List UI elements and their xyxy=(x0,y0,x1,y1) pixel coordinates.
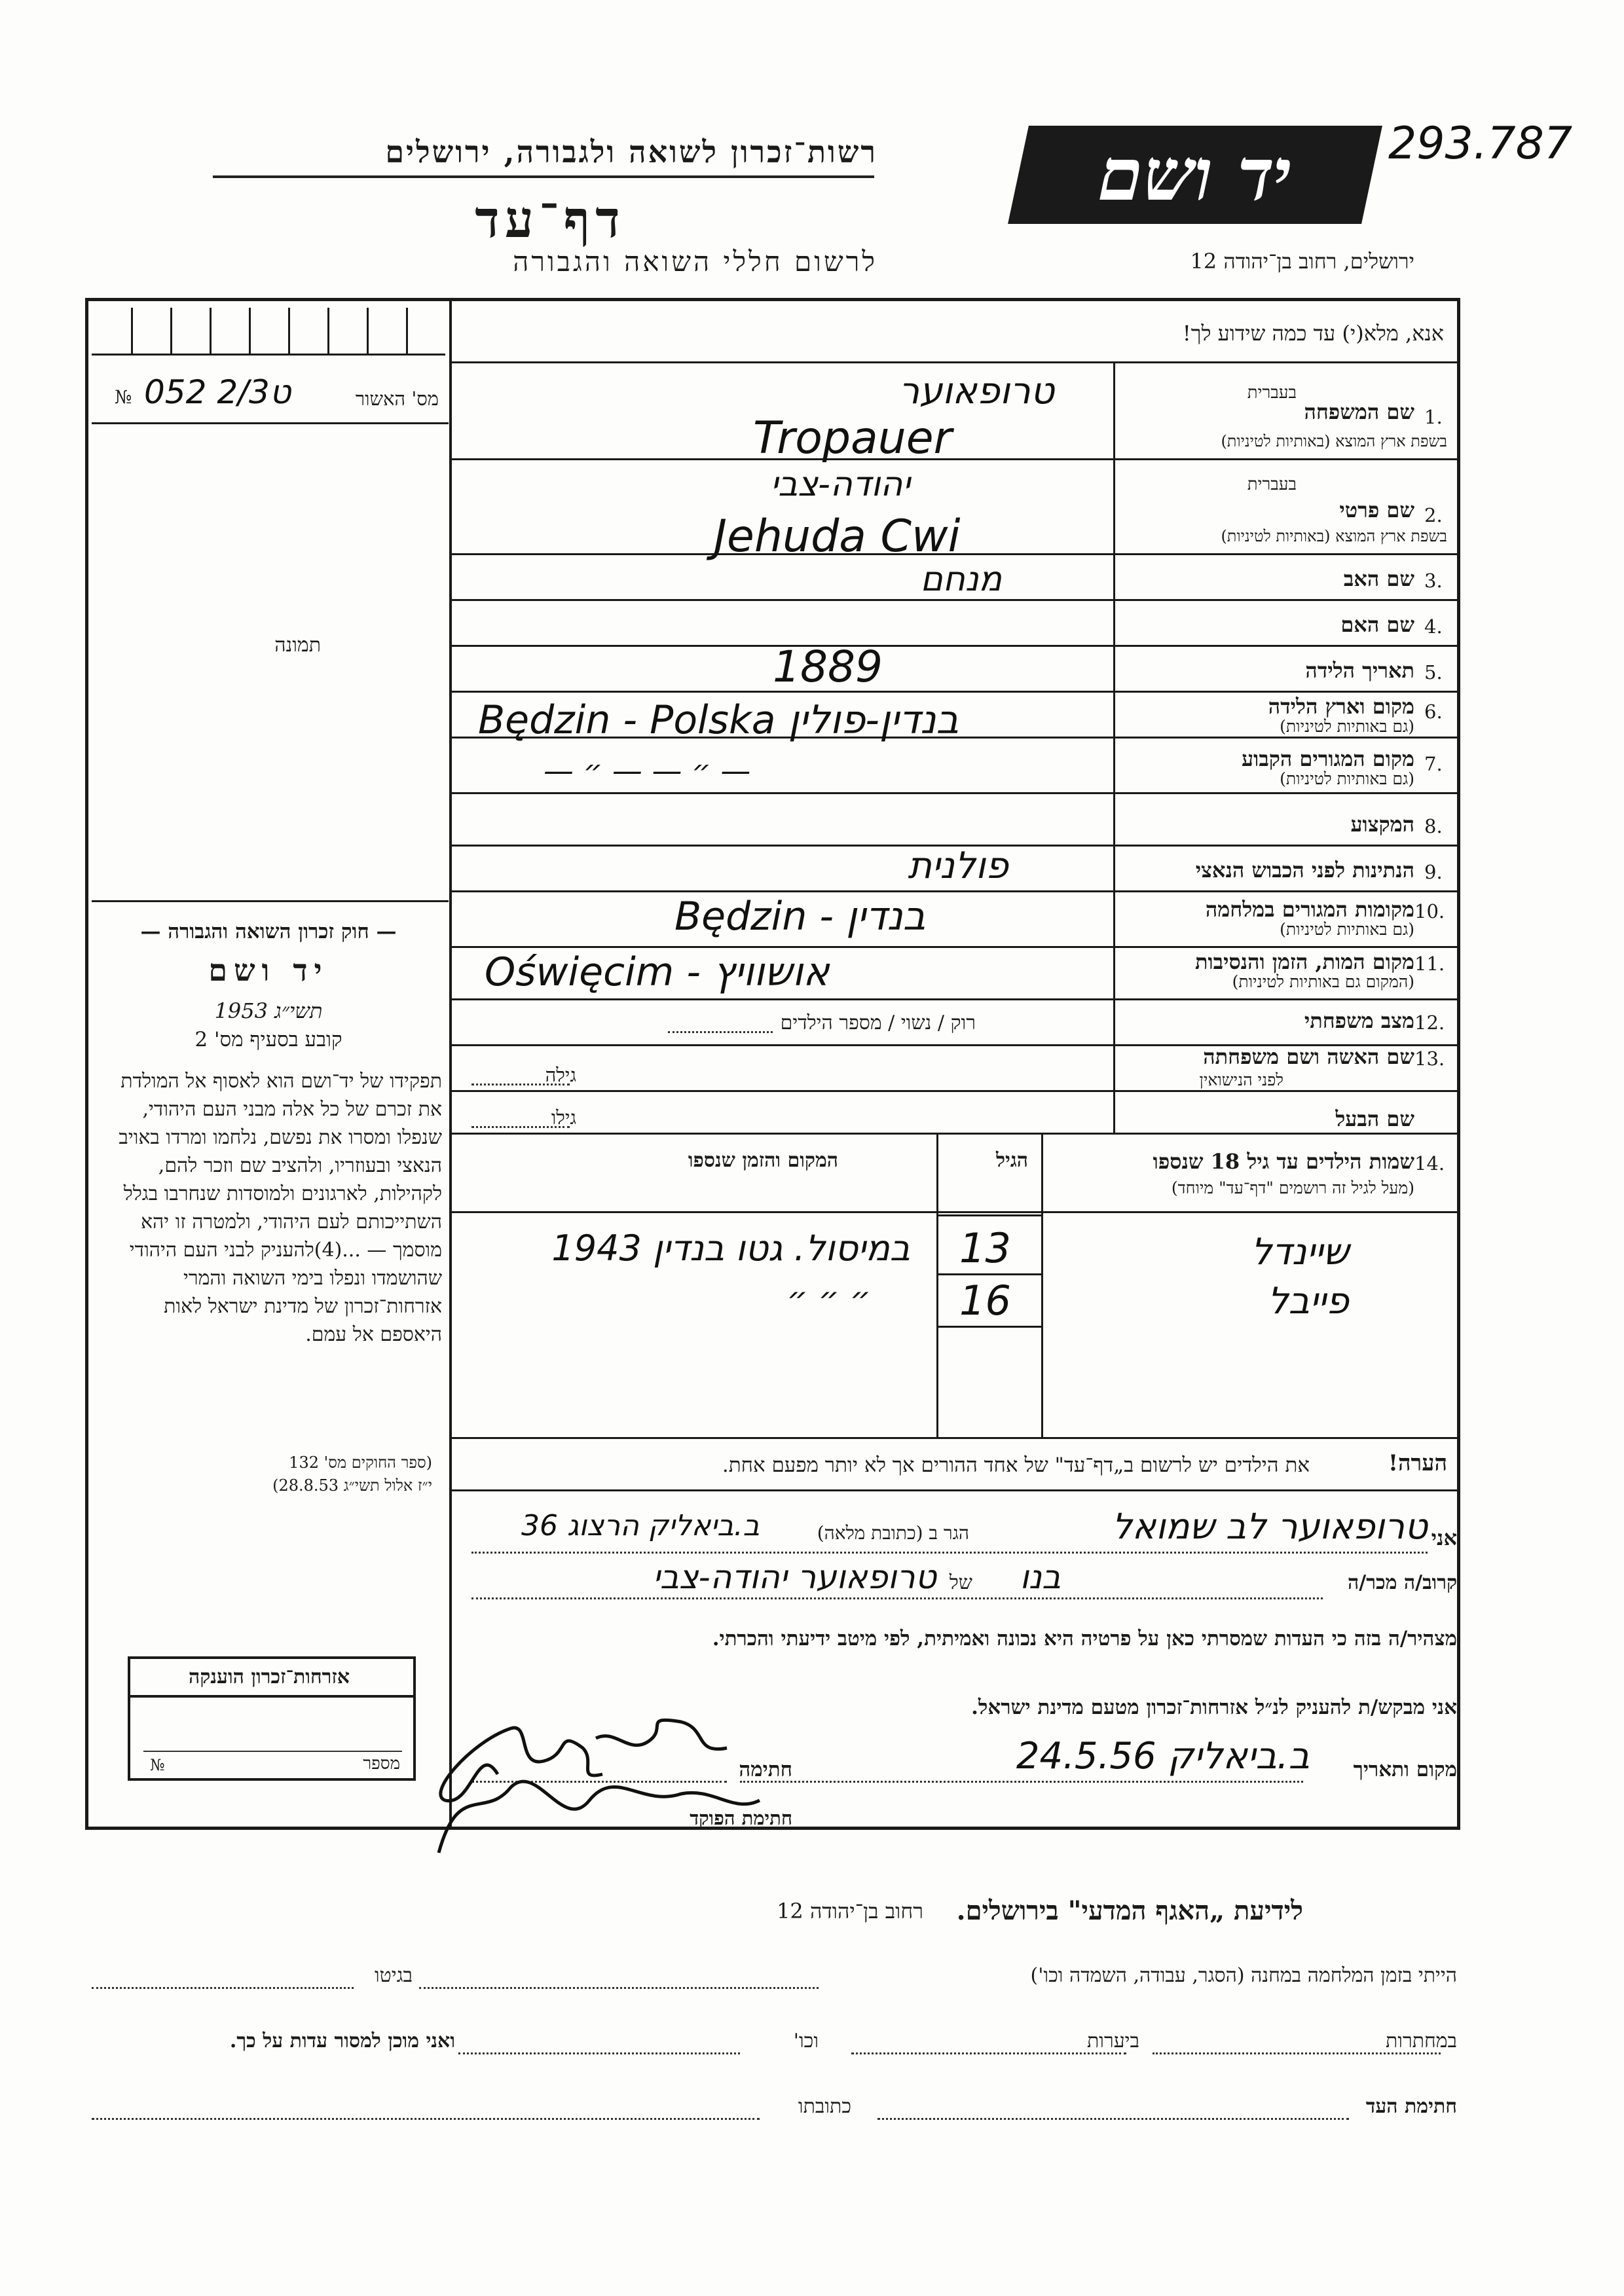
field-5-label: תאריך הלידה xyxy=(1305,658,1414,683)
field-1-hebrew-sublabel: בעברית xyxy=(1247,383,1297,403)
footer-ghetto-label: בגיטו xyxy=(374,1964,413,1987)
footer-address: רחוב בן־יהודה 12 xyxy=(777,1899,923,1923)
declaration-name: טרופאוער לב שמואל xyxy=(1112,1506,1428,1547)
footer-forests-label: ביערות xyxy=(1086,2030,1139,2052)
photo-label: תמונה xyxy=(274,634,321,657)
approval-divider xyxy=(92,422,449,424)
memorial-citizenship-title: אזרחות־זכרון הוענקה xyxy=(188,1666,350,1688)
approval-label: מס' האשור xyxy=(355,388,439,410)
declaration-relative: טרופאוער יהודה-צבי xyxy=(652,1558,936,1596)
field-8-label: המקצוע xyxy=(1350,812,1414,837)
field-1-latin-sublabel: בשפת ארץ המוצא (באותיות לטיניות) xyxy=(1221,432,1447,450)
child-2-age: 16 xyxy=(959,1277,1011,1324)
child-1-name: שיינדל xyxy=(1251,1231,1349,1273)
field-3-label: שם האב xyxy=(1343,566,1414,591)
law-year: תשי״ג 1953 xyxy=(214,998,323,1023)
field-11-sublabel: (המקום גם באותיות לטיניות) xyxy=(1232,972,1414,991)
child-1-age: 13 xyxy=(959,1224,1011,1272)
field-8-number: 8. xyxy=(1424,815,1443,837)
memorial-citizenship-number-label: מספר xyxy=(363,1754,400,1774)
field-10-sublabel: (גם באותיות לטיניות) xyxy=(1280,920,1414,939)
law-source-1: (ספר החוקים מס' 132 xyxy=(289,1453,432,1472)
child-1-place: במיסול. גטו בנדין 1943 xyxy=(551,1228,910,1269)
header-address: ירושלים, רחוב בן־יהודה 12 xyxy=(1190,249,1414,274)
declaration-of-label: של xyxy=(949,1571,972,1594)
field-1-latin-value: Tropauer xyxy=(753,412,952,464)
form-subtitle: לרשום חללי השואה והגבורה xyxy=(513,246,877,278)
field-9-number: 9. xyxy=(1424,861,1443,883)
field-2-number: 2. xyxy=(1424,504,1443,526)
children-number: 14. xyxy=(1414,1152,1445,1175)
field-7-number: 7. xyxy=(1424,753,1443,775)
field-12-label: מצב משפחתי xyxy=(1304,1008,1414,1033)
husband-age-label: גילו xyxy=(551,1106,576,1129)
field-3-value: מנחם xyxy=(920,560,1002,599)
footer-camp-label: הייתי בזמן המלחמה במחנה (הסגר, עבודה, השמדה וכו') xyxy=(1030,1964,1457,1987)
field-2-hebrew-sublabel: בעברית xyxy=(1247,475,1297,494)
form-title: דף־עד xyxy=(475,190,625,249)
memorial-citizenship-prefix: № xyxy=(150,1756,165,1774)
field-11-label: מקום המות, הזמן והנסיבות xyxy=(1194,949,1414,974)
field-1-label: שם המשפחה xyxy=(1304,399,1414,424)
declaration-i-label: אני xyxy=(1431,1525,1457,1550)
header-underline xyxy=(213,175,874,178)
field-3-number: 3. xyxy=(1424,570,1443,592)
approval-number: ט2/3 052 xyxy=(144,373,291,411)
law-name: יד ושם xyxy=(208,953,329,988)
field-12-number: 12. xyxy=(1414,1011,1445,1034)
footer-underground-label: במחתרות xyxy=(1386,2030,1457,2052)
footer-willing-label: ואני מוכן למסור עדות על כך. xyxy=(229,2030,455,2052)
footer-heading: לידיעת „האגף המדעי" בירושלים. xyxy=(956,1895,1303,1926)
husband-label: שם הבעל xyxy=(1335,1106,1414,1131)
declaration-address: ב.ביאליק הרצוג 36 xyxy=(521,1509,760,1542)
place-date-value: ב.ביאליק 24.5.56 xyxy=(1016,1735,1310,1777)
photo-divider xyxy=(92,900,449,902)
memorial-citizenship-box xyxy=(128,1656,416,1781)
field-7-label: מקום המגורים הקבוע xyxy=(1242,746,1414,771)
declaration-request: אני מבקש/ת להעניק לנ״ל אזרחות־זכרון מטעם מדינת ישראל. xyxy=(971,1696,1457,1719)
place-date-label: מקום ותאריך xyxy=(1353,1758,1457,1781)
law-title: — חוק זכרון השואה והגבורה — xyxy=(140,920,397,943)
field-9-label: הנתינות לפני הכבוש הנאצי xyxy=(1195,858,1414,883)
signature-label: חתימה xyxy=(739,1758,792,1781)
field-7-sublabel: (גם באותיות לטיניות) xyxy=(1280,769,1414,788)
label-column-separator xyxy=(1113,361,1115,1134)
footer-witness-address-label: כתובתו xyxy=(798,2095,851,2118)
field-10-value: Będzin - בנדין xyxy=(674,894,926,939)
field-6-sublabel: (גם באותיות לטיניות) xyxy=(1280,717,1414,736)
declaration-relative-label: קרוב/ה מכר/ה xyxy=(1348,1571,1457,1594)
yad-vashem-logo: יד ושם xyxy=(1008,126,1382,224)
field-1-hebrew-value: טרופאוער xyxy=(898,370,1054,412)
field-6-number: 6. xyxy=(1424,701,1443,723)
children-age-header: הגיל xyxy=(995,1149,1028,1172)
child-2-name: פייבל xyxy=(1267,1280,1349,1322)
instruction-text: אנא, מלא(י) עד כמה שידוע לך! xyxy=(1182,321,1444,346)
law-source-2: י״ז אלול תשי״ג 28.8.53) xyxy=(272,1476,432,1495)
left-column xyxy=(88,301,452,1827)
field-7-value: — ״ — — ״ — xyxy=(544,753,751,788)
field-5-number: 5. xyxy=(1424,661,1443,683)
approval-grid xyxy=(92,308,445,355)
field-6-value: Będzin - Polska בנדין-פולין xyxy=(478,697,959,743)
declaration-statement: מצהיר/ה בזה כי העדות שמסרתי כאן על פרטיה היא נכונה ואמיתית, לפי מיטב ידיעתי והכרתי. xyxy=(712,1627,1457,1650)
field-2-latin-value: Jehuda Cwi xyxy=(714,511,961,562)
footer-etc-label: וכו' xyxy=(793,2030,819,2052)
children-sublabel: (מעל לגיל זה רושמים "דף־עד" מיוחד) xyxy=(1171,1178,1414,1197)
signature-scribble xyxy=(419,1702,812,1872)
field-2-hebrew-value: יהודה-צבי xyxy=(770,465,910,504)
field-2-label: שם פרטי xyxy=(1339,498,1414,522)
field-11-value: Oświęcim - אושוויץ xyxy=(485,949,830,995)
law-clause: קובע בסעיף מס' 2 xyxy=(194,1028,342,1051)
declaration-relation: בנו xyxy=(1020,1558,1061,1596)
handwritten-registration-number: 293.787 xyxy=(1388,118,1573,170)
field-6-label: מקום וארץ הלידה xyxy=(1268,694,1414,719)
field-5-value: 1889 xyxy=(773,642,883,692)
field-13-age-label: גילה xyxy=(545,1064,576,1086)
field-1-number: 1. xyxy=(1424,406,1443,428)
field-11-number: 11. xyxy=(1414,953,1445,975)
field-2-latin-sublabel: בשפת ארץ המוצא (באותיות לטיניות) xyxy=(1221,527,1447,545)
declaration-address-label: הגר ב (כתובת מלאה) xyxy=(817,1522,969,1544)
field-4-number: 4. xyxy=(1424,615,1443,638)
children-label: שמות הילדים עד גיל 18 שנספו xyxy=(1153,1149,1414,1174)
organization-name: רשות־זכרון לשואה ולגבורה, ירושלים xyxy=(385,134,877,170)
field-9-value: פולנית xyxy=(908,845,1008,887)
officer-signature-label: חתימת הפוקד xyxy=(690,1807,792,1829)
field-10-label: מקומות המגורים במלחמה xyxy=(1205,897,1414,922)
note-text: את הילדים יש לרשום ב„דף־עד" של אחד ההורים אך לא יותר מפעם אחת. xyxy=(722,1453,1310,1477)
field-10-number: 10. xyxy=(1414,900,1445,922)
field-13-sublabel: לפני הנישואין xyxy=(1199,1070,1283,1089)
law-text: תפקידו של יד־ושם הוא לאסוף אל המולדת את זכרם של כל אלה מבני העם היהודי, שנפלו ומסרו את נפשם, נלחמו ומרדו באויב הנאצי ובעוזריו, ולהציב שם וזכר להם, לקהילות, לארגונים ולמוסדות שנחרבו בגלל השתייכותם לעם היהודי, ולמטרה זו יהא מוסמך — ...(4)להעניק לבני העם היהודי שהושמדו ונפלו בימי השואה והמרי אזרחות־זכרון של מדינת ישראל לאות היאספם אל עמם. xyxy=(119,1070,442,1346)
note-label: הערה! xyxy=(1388,1450,1447,1476)
field-12-value: רוק / נשוי / מספר הילדים xyxy=(780,1011,976,1034)
field-4-label: שם האם xyxy=(1340,612,1414,637)
approval-prefix: № xyxy=(115,386,132,408)
child-2-place: ״ ״ ״ xyxy=(786,1280,871,1318)
instruction-divider xyxy=(452,361,1460,363)
field-13-label: שם האשה ושם משפחתה xyxy=(1203,1044,1414,1069)
children-place-header: המקום והזמן שנספו xyxy=(688,1149,838,1172)
field-13-number: 13. xyxy=(1414,1048,1445,1070)
footer-witness-signature-label: חתימת העד xyxy=(1365,2095,1457,2118)
